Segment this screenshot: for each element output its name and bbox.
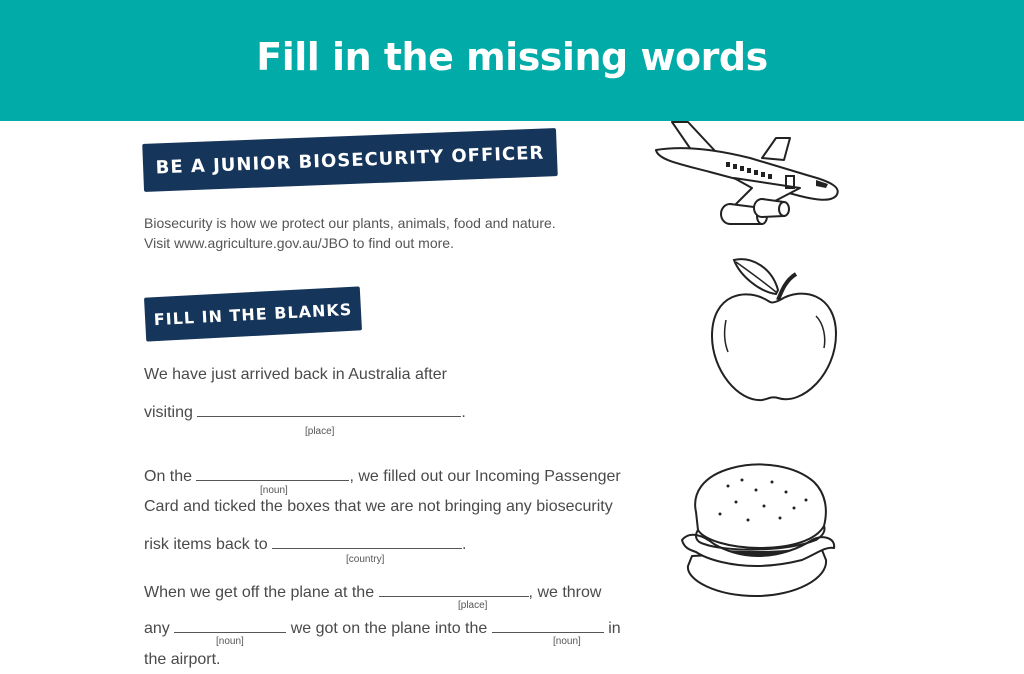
blank-place-2[interactable]: [379, 581, 529, 597]
apple-icon: [706, 250, 840, 405]
hint-label: [noun]: [553, 636, 581, 647]
airplane-icon: [650, 120, 850, 230]
sentence-line: [144, 498, 613, 516]
sentence-text: When we get off the plane at the: [144, 584, 375, 601]
intro-text: [144, 213, 556, 253]
sandwich-icon: [676, 460, 842, 602]
sentence-text: in: [608, 620, 621, 637]
sentence-text: the airport.: [144, 651, 221, 668]
blank-noun-1[interactable]: [196, 465, 349, 481]
intro-line: Visit www.agriculture.gov.au/JBO to find out more.: [144, 235, 454, 251]
sentence-text: visiting: [144, 404, 193, 421]
intro-line: Biosecurity is how we protect our plants, animals, food and nature.: [144, 215, 556, 231]
sentence-text: any: [144, 620, 170, 637]
sentence-text: Card and ticked the boxes that we are not bringing any biosecurity: [144, 498, 613, 515]
hint-label: [place]: [305, 426, 335, 437]
hint-label: [place]: [458, 600, 488, 611]
sentence-line: [144, 366, 447, 384]
sentence-line: [144, 617, 621, 638]
page-header: [0, 0, 1024, 121]
junior-officer-banner: BE A JUNIOR BIOSECURITY OFFICER: [142, 128, 558, 192]
sentence-text: .: [462, 536, 467, 553]
sentence-line: [144, 533, 467, 554]
sentence-text: .: [461, 404, 466, 421]
sentence-text: we got on the plane into the: [290, 620, 488, 637]
blank-country-1[interactable]: [272, 533, 462, 549]
sentence-line: [144, 651, 220, 669]
hint-label: [country]: [346, 554, 385, 565]
sentence-text: , we throw: [528, 584, 602, 601]
sentence-text: , we filled out our Incoming Passenger: [349, 468, 621, 485]
hint-label: [noun]: [216, 636, 244, 647]
sentence-line: [144, 401, 466, 422]
sentence-text: On the: [144, 468, 193, 485]
blank-noun-2[interactable]: [174, 617, 286, 633]
sentence-text: We have just arrived back in Australia after: [144, 366, 447, 383]
sentence-text: risk items back to: [144, 536, 268, 553]
page-title: Fill in the missing words: [256, 34, 768, 79]
fill-blanks-banner: FILL IN THE BLANKS: [144, 286, 362, 341]
hint-label: [noun]: [260, 485, 288, 496]
blank-noun-3[interactable]: [492, 617, 604, 633]
sentence-line: [144, 581, 601, 602]
blank-place-1[interactable]: [197, 401, 461, 417]
sentence-line: [144, 465, 621, 486]
